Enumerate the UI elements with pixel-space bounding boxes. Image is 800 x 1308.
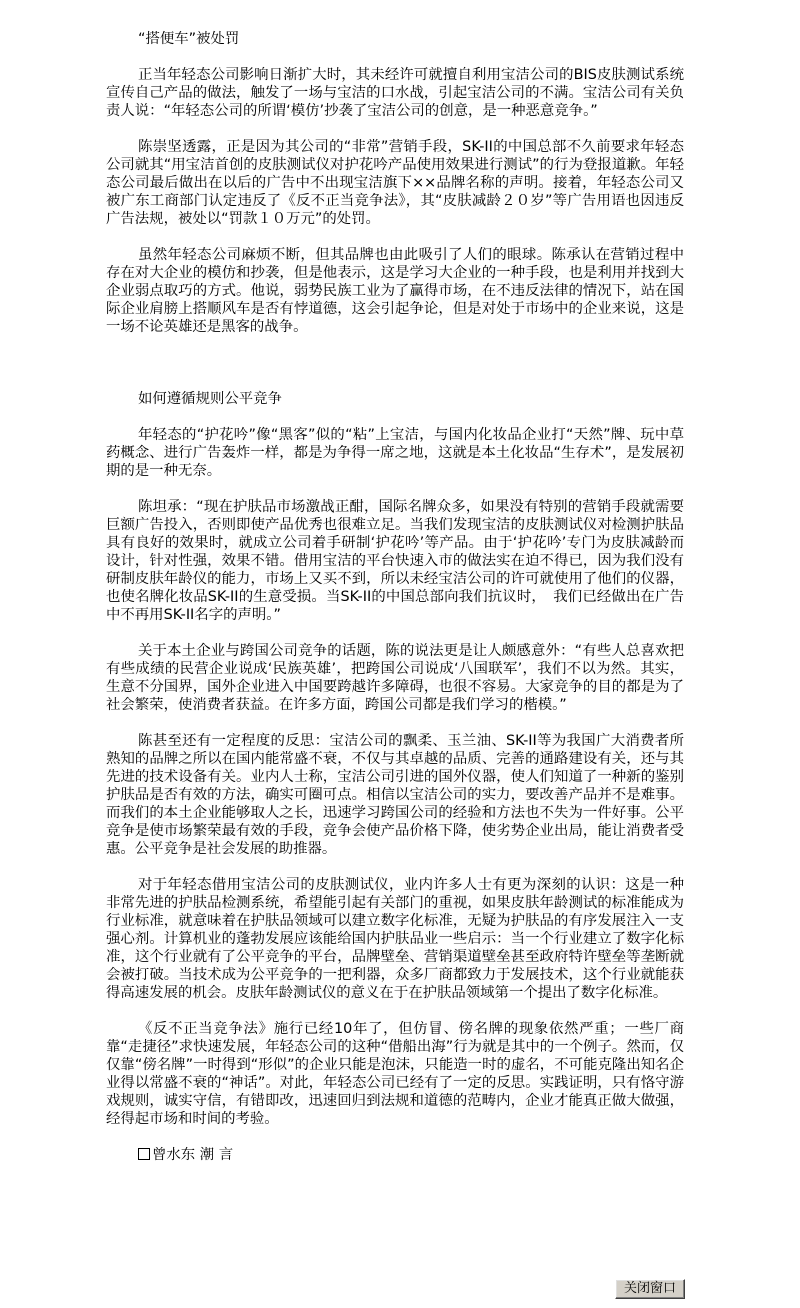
paragraph: 陈崇坚透露，正是因为其公司的“非常”营销手段，SK-II的中国总部不久前要求年轻态公司就其“用宝洁首创的皮肤测试仪对护花吟产品使用效果进行测试”的行为登报道歉。年轻态公司最后做出在以后的广告中不出现宝洁旗下××品牌名称的声明。接着，年轻态公司又被广东工商部门认定违反了《反不正当竞争法》，其“皮肤减龄２０岁”等广告用语也因违反广告法规，被处以“罚款１０万元”的处罚。 <box>106 139 684 227</box>
spacer <box>106 624 684 642</box>
spacer <box>106 228 684 246</box>
spacer <box>106 480 684 498</box>
spacer <box>106 408 684 426</box>
spacer <box>106 858 684 876</box>
author-signature <box>106 1146 684 1164</box>
paragraph: 陈甚至还有一定程度的反思：宝洁公司的飘柔、玉兰油、SK-II等为我国广大消费者所熟知的品牌之所以在国内能常盛不衰，不仅与其卓越的品质、完善的通路建设有关，还与其先进的技术设备有关。业内人士称，宝洁公司引进的国外仪器，使人们知道了一种新的鉴别护肤品是否有效的方法，确实可圈可点。相信以宝洁公司的实力，要改善产品并不是难事。而我们的本土企业能够取人之长，迅速学习跨国公司的经验和方法也不失为一件好事。公平竞争是使市场繁荣最有效的手段，竞争会使产品价格下降，使劣势企业出局，能让消费者受惠。公平竞争是社会发展的助推器。 <box>106 733 684 857</box>
close-window-button[interactable]: 关闭窗口 <box>615 1279 685 1299</box>
paragraph: 关于本土企业与跨国公司竞争的话题，陈的说法更是让人颇感意外：“有些人总喜欢把有些成绩的民营企业说成‘民族英雄’，把跨国公司说成‘八国联军’，我们不以为然。其实，生意不分国界，国外企业进入中国要跨越许多障碍，也很不容易。大家竞争的目的都是为了社会繁荣，使消费者获益。在许多方面，跨国公司都是我们学习的楷模。” <box>106 643 684 713</box>
author-names: 曾水东 潮 言 <box>152 1147 234 1163</box>
square-icon <box>138 1148 150 1160</box>
spacer <box>106 120 684 138</box>
section-heading-1: “搭便车”被处罚 <box>138 31 240 47</box>
spacer <box>106 1128 684 1146</box>
spacer <box>106 336 684 390</box>
top-spacer <box>106 0 684 26</box>
paragraph: 年轻态的“护花吟”像“黑客”似的“粘”上宝洁，与国内化妆品企业打“天然”牌、玩中草药概念、进行广告轰炸一样，都是为争得一席之地，这就是本土化妆品“生存术”，是发展初期的是一种无奈。 <box>106 427 684 479</box>
spacer <box>106 48 684 66</box>
spacer <box>106 714 684 732</box>
spacer <box>106 1002 684 1020</box>
paragraph: 正当年轻态公司影响日渐扩大时，其未经许可就擅自利用宝洁公司的BIS皮肤测试系统宣传自己产品的做法，触发了一场与宝洁的口水战，引起宝洁公司的不满。宝洁公司有关负责人说：“年轻态公司的所谓‘模仿’抄袭了宝洁公司的创意，是一种恶意竞争。” <box>106 67 684 119</box>
paragraph: 对于年轻态借用宝洁公司的皮肤测试仪，业内许多人士有更为深刻的认识：这是一种非常先进的护肤品检测系统，希望能引起有关部门的重视，如果皮肤年龄测试的标准能成为行业标准，就意味着在护肤品领域可以建立数字化标准，无疑为护肤品的有序发展注入一支强心剂。计算机业的蓬勃发展应该能给国内护肤品业一些启示：当一个行业建立了数字化标准，这个行业就有了公平竞争的平台，品牌壁垒、营销渠道壁垒甚至政府特许壁垒等垄断就会被打破。当技术成为公平竞争的一把利器，众多厂商都致力于发展技术，这个行业就能获得高速发展的机会。皮肤年龄测试仪的意义在于在护肤品领域第一个提出了数字化标准。 <box>106 877 684 1001</box>
section-heading-2: 如何遵循规则公平竞争 <box>138 391 282 407</box>
paragraph: 《反不正当竞争法》施行已经10年了，但仿冒、傍名牌的现象依然严重；一些厂商靠“走捷径”求快速发展，年轻态公司的这种“借船出海”行为就是其中的一个例子。然而，仅仅靠“傍名牌”一时得到“形似”的企业只能是泡沫，只能造一时的虚名，不可能克隆出知名企业得以常盛不衰的“神话”。对此，年轻态公司已经有了一定的反思。实践证明，只有恪守游戏规则，诚实守信，有错即改，迅速回归到法规和道德的范畴内，企业才能真正做大做强，经得起市场和时间的考验。 <box>106 1021 684 1127</box>
article <box>106 0 684 1164</box>
paragraph: 虽然年轻态公司麻烦不断，但其品牌也由此吸引了人们的眼球。陈承认在营销过程中存在对大企业的模仿和抄袭，但是他表示，这是学习大企业的一种手段，也是利用并找到大企业弱点取巧的方式。他说，弱势民族工业为了赢得市场，在不违反法律的情况下，站在国际企业肩膀上搭顺风车是否有悖道德，这会引起争论，但是对处于市场中的企业来说，这是一场不论英雄还是黑客的战争。 <box>106 247 684 335</box>
paragraph: 陈坦承：“现在护肤品市场激战正酣，国际名牌众多，如果没有特别的营销手段就需要巨额广告投入，否则即使产品优秀也很难立足。当我们发现宝洁的皮肤测试仪对检测护肤品具有良好的效果时，就成立公司着手研制‘护花吟’等产品。由于‘护花吟’专门为皮肤减龄而设计，针对性强，效果不错。借用宝洁的平台快速入市的做法实在迫不得已，因为我们没有研制皮肤年龄仪的能力，市场上又买不到，所以未经宝洁公司的许可就使用了他们的仪器，也使名牌化妆品SK-II的生意受损。当SK-II的中国总部向我们抗议时， 我们已经做出在广告中不再用SK-II名字的声明。” <box>106 499 684 623</box>
